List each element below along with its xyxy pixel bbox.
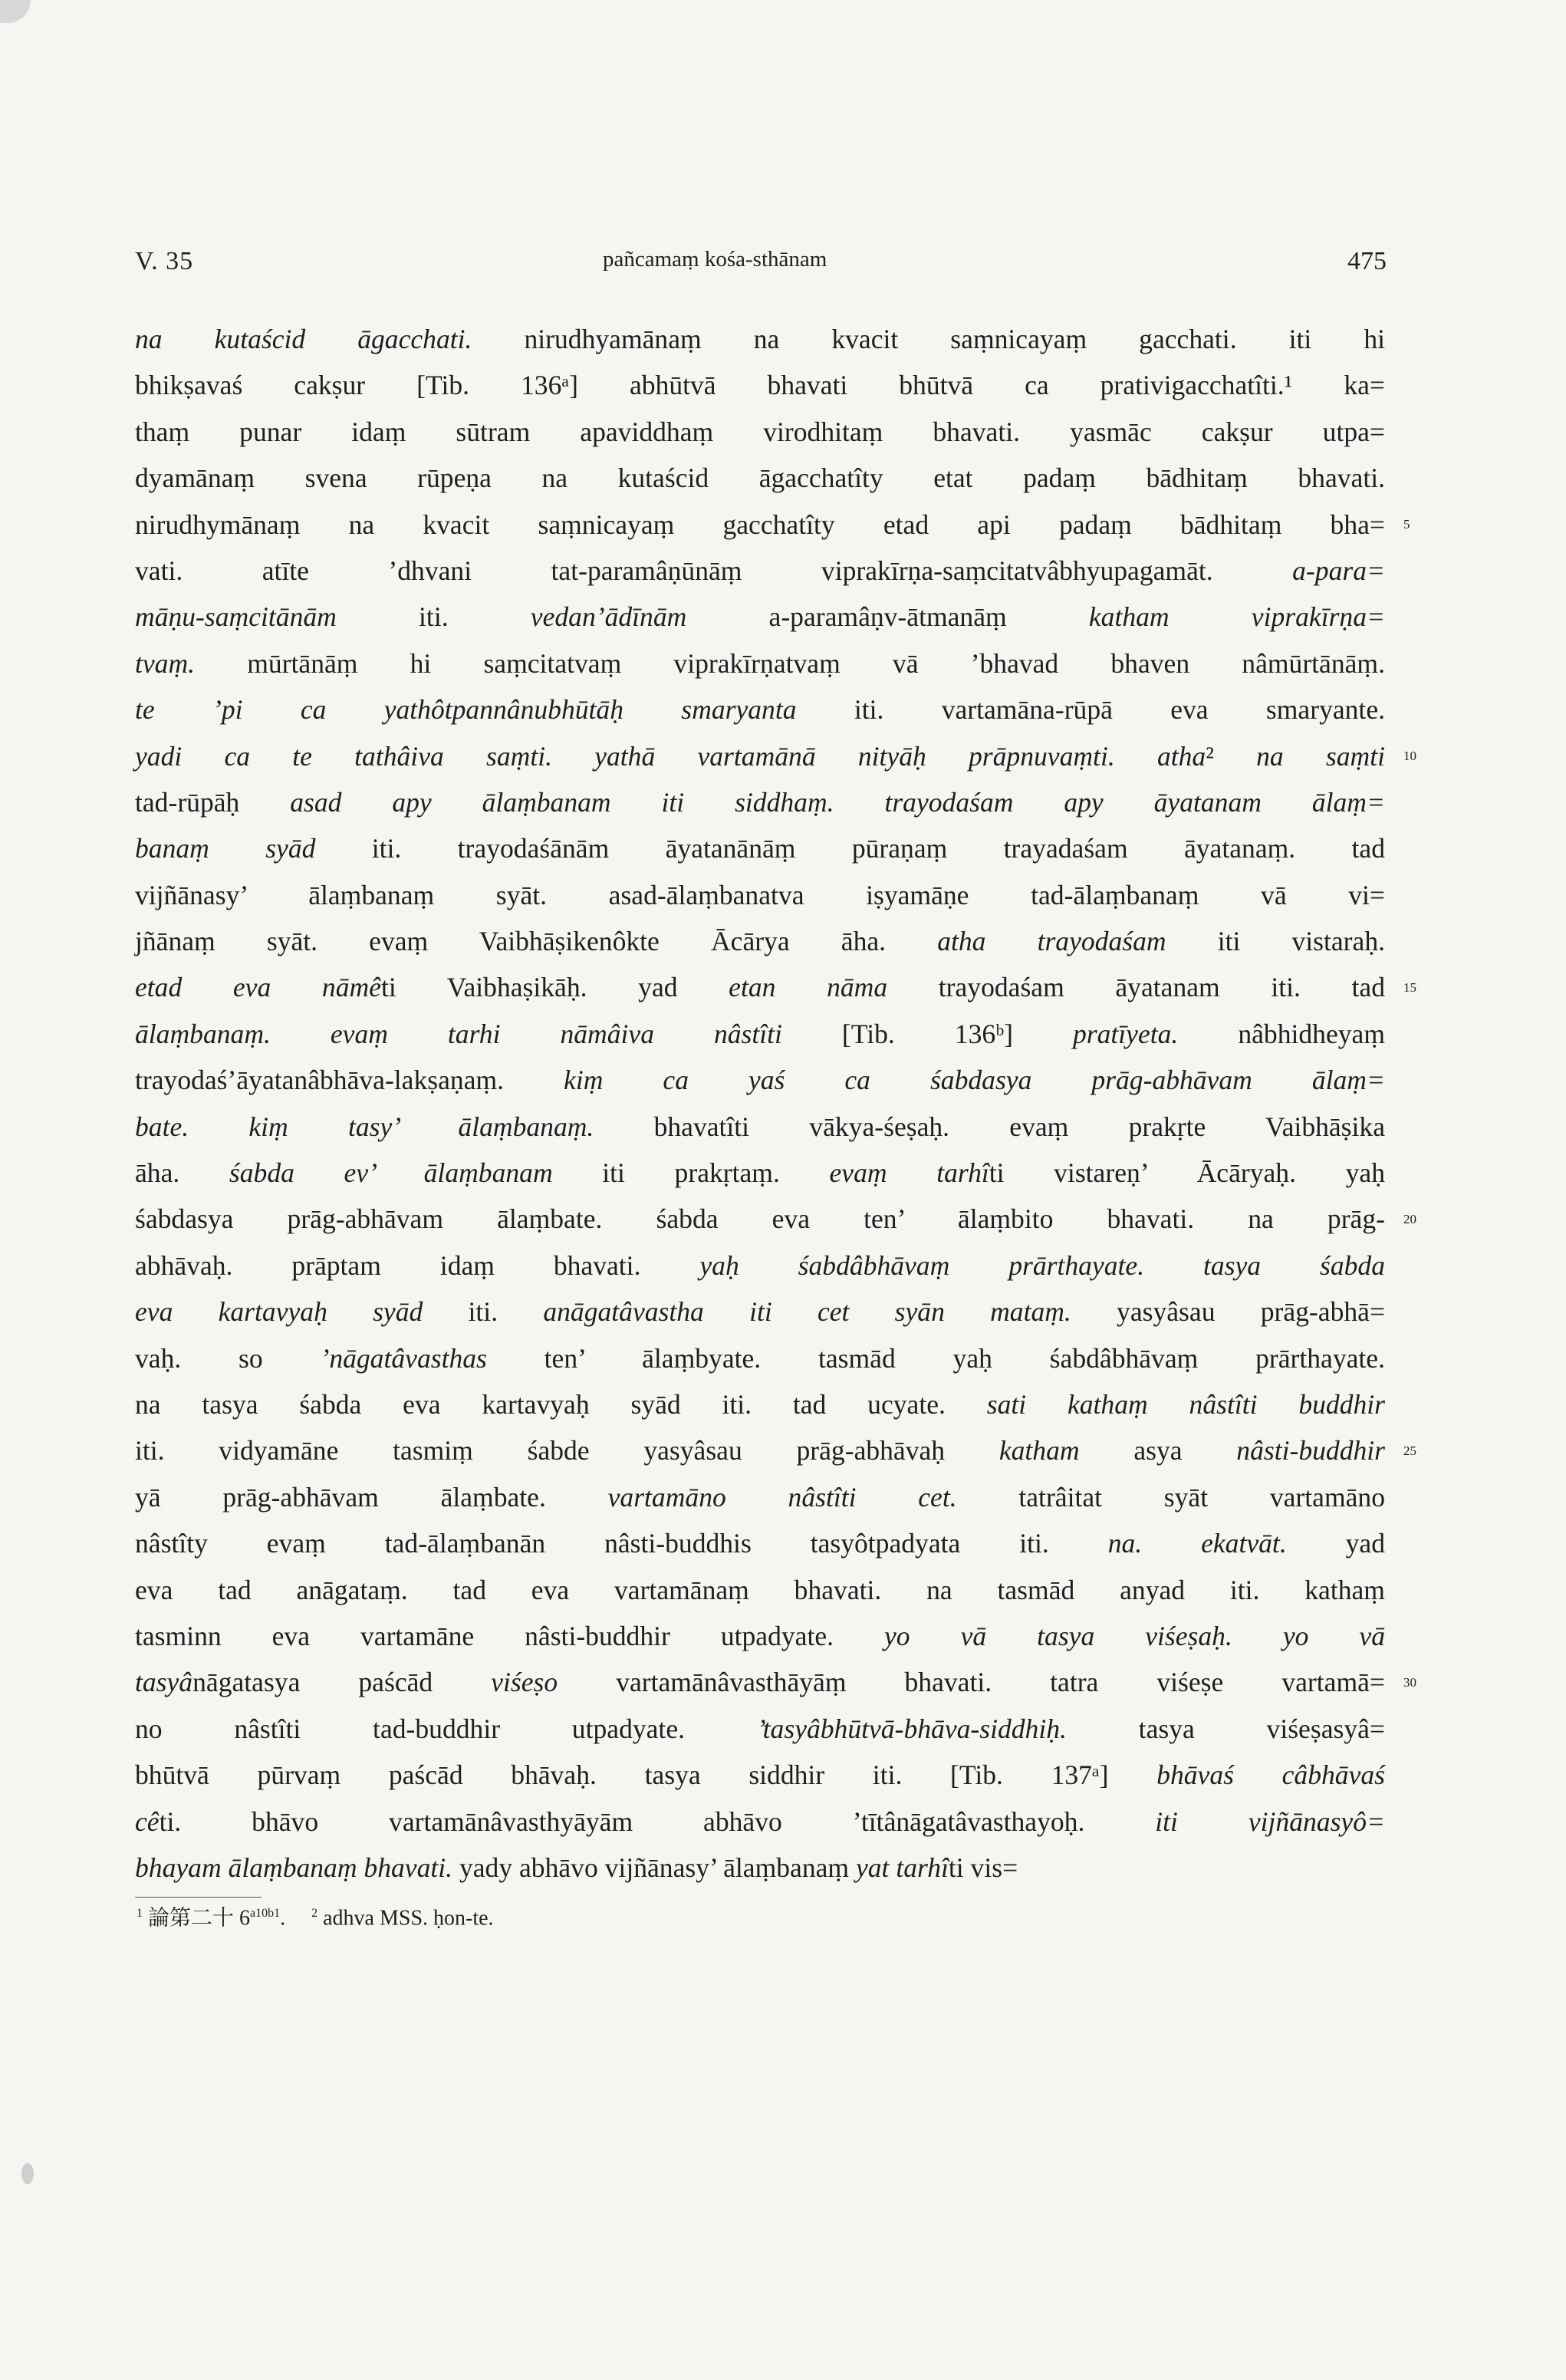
text-segment: vijñānasy’ ālaṃbanaṃ syāt. asad-ālaṃbanatva iṣyamāṇe tad-ālaṃbanaṃ vā vi=	[135, 879, 1385, 910]
text-segment: nirudhymānaṃ na kvacit saṃnicayaṃ gacchatîty etad api padaṃ bādhitaṃ bha=	[135, 509, 1385, 540]
text-segment: asya	[1079, 1435, 1237, 1467]
page-header	[135, 247, 1387, 293]
text-segment: bhūtvā pūrvaṃ paścād bhāvaḥ. tasya siddhir iti. [Tib. 137ᵃ]	[135, 1759, 1157, 1791]
text-segment: na saṃti	[1213, 740, 1385, 772]
text-segment: tasminn eva vartamāne nâsti-buddhir utpadyate.	[135, 1620, 885, 1651]
text-line	[135, 686, 1385, 732]
text-line	[135, 1752, 1385, 1798]
footnote-text: adhva MSS. ḥon-te.	[317, 1906, 494, 1931]
text-line	[135, 1799, 1385, 1845]
scan-speck	[21, 2163, 34, 2184]
text-segment: śabda ev’ ālaṃbanam	[229, 1157, 553, 1189]
text-line	[135, 1335, 1385, 1381]
text-segment: trayodaś’āyatanâbhāva-lakṣaṇaṃ.	[135, 1065, 564, 1096]
text-segment: tasya viśeṣasyâ=	[1066, 1713, 1385, 1744]
text-segment: thaṃ punar idaṃ sūtram apaviddhaṃ virodhitaṃ bhavati. yasmāc cakṣur utpa=	[135, 416, 1385, 447]
text-segment: a-paramâṇv-ātmanāṃ	[686, 601, 1089, 633]
text-segment: pratīyeta.	[1072, 1018, 1179, 1049]
line-number: 10	[1403, 748, 1416, 763]
text-line	[135, 1011, 1385, 1057]
text-segment: nāgatasya paścād	[192, 1667, 492, 1698]
text-segment: cê	[135, 1806, 160, 1837]
text-segment: nâbhidheyaṃ	[1178, 1018, 1385, 1049]
footnote-rule	[135, 1897, 262, 1898]
text-segment: asad apy ālaṃbanam iti siddhaṃ. trayodaśam apy āyatanam ālaṃ=	[290, 786, 1386, 818]
text-segment: yasyâsau prāg-abhā=	[1071, 1296, 1386, 1328]
text-segment: dyamānaṃ svena rūpeṇa na kutaścid āgacchatîty etat padaṃ bādhitaṃ bhavati.	[135, 463, 1385, 494]
text-segment: a-para=	[1292, 555, 1385, 586]
text-line	[135, 455, 1385, 501]
text-segment: yad	[1286, 1528, 1386, 1559]
line-number: 25	[1403, 1443, 1416, 1458]
text-line	[135, 1567, 1385, 1613]
line-number: 30	[1403, 1674, 1416, 1690]
text-segment: yā prāg-abhāvam ālaṃbate.	[135, 1481, 608, 1513]
text-segment: katham	[998, 1435, 1080, 1467]
text-segment: katham viprakīrṇa=	[1088, 601, 1386, 633]
text-segment: tatrâitat syāt vartamāno	[956, 1481, 1385, 1513]
footnote-mark: 1	[137, 1907, 143, 1921]
text-line	[135, 964, 1385, 1010]
text-segment: tasyâ	[135, 1667, 193, 1698]
text-segment: te ’pi ca yathôtpannânubhūtāḥ smaryanta	[135, 694, 797, 726]
text-line	[135, 1196, 1385, 1242]
text-segment: iti. vidyamāne tasmiṃ śabde yasyâsau prāg-abhāvaḥ	[135, 1435, 999, 1467]
text-segment: śabdasya prāg-abhāvam ālaṃbate. śabda eva ten’ ālaṃbito bhavati. na prāg-	[135, 1203, 1385, 1235]
text-line	[135, 1706, 1385, 1752]
text-segment: ’nāgatâvasthas	[320, 1342, 487, 1374]
text-line	[135, 1520, 1385, 1566]
text-segment: iti vijñānasyô=	[1155, 1806, 1386, 1837]
text-segment: ti Vaibhaṣikāḥ. yad	[380, 972, 729, 1003]
text-line	[135, 733, 1385, 779]
footnote-superscript: a10b1	[250, 1907, 281, 1921]
text-line	[135, 918, 1385, 964]
text-segment: eva tad anāgataṃ. tad eva vartamānaṃ bhavati. na tasmād anyad iti. kathaṃ	[135, 1574, 1385, 1605]
text-line	[135, 825, 1385, 871]
text-segment: yaḥ śabdâbhāvaṃ prārthayate. tasya śabda	[699, 1249, 1385, 1281]
text-line	[135, 1474, 1385, 1520]
text-segment: iti vistaraḥ.	[1166, 926, 1385, 957]
text-segment: māṇu-saṃcitānām	[135, 601, 337, 633]
text-segment: iti.	[423, 1296, 544, 1328]
text-segment: yady abhāvo vijñānasy’ ālaṃbanaṃ	[452, 1852, 856, 1883]
text-segment: vartamānâvasthāyāṃ bhavati. tatra viśeṣe vartamā=	[558, 1667, 1385, 1698]
footnote-punct: .	[280, 1906, 286, 1931]
text-segment: [Tib. 136ᵇ]	[781, 1018, 1073, 1049]
text-segment: na tasya śabda eva kartavyaḥ syād iti. tad ucyate.	[135, 1388, 987, 1420]
text-segment: viśeṣo	[491, 1667, 558, 1698]
text-segment: yat tarhî	[855, 1852, 949, 1883]
text-segment: iti.	[336, 601, 531, 633]
text-line	[135, 779, 1385, 825]
text-line	[135, 316, 1385, 362]
text-segment: anāgatâvastha iti cet syān mataṃ.	[543, 1296, 1071, 1328]
text-line	[135, 1243, 1385, 1289]
text-line	[135, 362, 1385, 408]
text-segment: ti. bhāvo vartamānâvasthyāyām abhāvo ’tītânāgatâvasthayoḥ.	[159, 1806, 1156, 1837]
text-segment: yo vā tasya viśeṣaḥ. yo vā	[884, 1620, 1385, 1651]
text-segment: vati. atīte ’dhvani tat-paramâṇūnāṃ viprakīrṇa-saṃcitatvâbhyupagamāt.	[135, 555, 1293, 586]
footnote-text: 論第二十 6	[143, 1906, 251, 1931]
text-segment: na kutaścid āgacchati.	[135, 324, 472, 354]
text-segment: bate. kiṃ tasy’ ālaṃbanaṃ.	[135, 1111, 594, 1142]
text-segment: etan nāma	[729, 972, 888, 1003]
text-line	[135, 1659, 1385, 1705]
text-segment: vedan’ādīnām	[530, 601, 687, 633]
text-segment: nirudhyamānaṃ na kvacit saṃnicayaṃ gacchati. iti hi	[472, 324, 1385, 354]
page-number: 475	[1347, 247, 1387, 275]
text-line	[135, 548, 1385, 594]
text-segment: tvaṃ.	[135, 647, 196, 679]
text-segment: bhikṣavaś cakṣur [Tib. 136ᵃ] abhūtvā bhavati bhūtvā ca prativigacchatîti.¹ ka=	[135, 370, 1385, 401]
text-segment: kiṃ ca yaś ca śabdasya prāg-abhāvam ālaṃ=	[564, 1065, 1386, 1096]
text-segment: atha trayodaśam	[937, 926, 1166, 957]
text-segment: bhāvaś câbhāvaś	[1156, 1759, 1385, 1791]
text-segment: yadi ca te tathâiva saṃti. yathā vartamānā nityāḥ prāpnuvaṃti. atha	[135, 740, 1206, 772]
text-segment: sati kathaṃ nâstîti buddhir	[986, 1388, 1385, 1420]
text-segment: banaṃ syād	[135, 833, 316, 864]
text-segment: etad eva nāmê	[135, 972, 381, 1003]
text-line	[135, 1613, 1385, 1659]
footnote-mark: 2	[311, 1907, 318, 1921]
text-segment: ti vis=	[948, 1852, 1018, 1883]
text-segment: tad-rūpāḥ	[135, 786, 291, 818]
text-line	[135, 1289, 1385, 1335]
text-segment: iti. trayodaśānām āyatanānāṃ pūraṇaṃ trayadaśam āyatanaṃ. tad	[315, 833, 1385, 864]
body-text	[135, 316, 1385, 1891]
text-line	[135, 1104, 1385, 1150]
text-line	[135, 640, 1385, 686]
text-segment: mūrtānāṃ hi saṃcitatvaṃ viprakīrṇatvaṃ vā ’bhavad bhaven nâmūrtānāṃ.	[195, 647, 1385, 679]
text-segment: eva kartavyaḥ syād	[135, 1296, 423, 1328]
text-line	[135, 1845, 1385, 1891]
text-line	[135, 502, 1385, 548]
text-segment: vaḥ. so	[135, 1342, 321, 1374]
text-segment: bhayam ālaṃbanaṃ bhavati.	[135, 1852, 453, 1883]
text-segment: ālaṃbanaṃ. evaṃ tarhi nāmâiva nâstîti	[135, 1018, 782, 1049]
text-line	[135, 872, 1385, 918]
text-line	[135, 1150, 1385, 1196]
text-segment: na. ekatvāt.	[1107, 1528, 1287, 1559]
text-line	[135, 409, 1385, 455]
text-segment: trayodaśam āyatanam iti. tad	[887, 972, 1385, 1003]
text-segment: abhāvaḥ. prāptam idaṃ bhavati.	[135, 1249, 700, 1281]
text-line	[135, 594, 1385, 640]
text-line	[135, 1427, 1385, 1473]
line-number: 15	[1403, 979, 1416, 995]
text-segment: nâsti-buddhir	[1236, 1435, 1385, 1467]
section-number: V. 35	[135, 247, 194, 275]
text-segment: vartamāno nâstîti cet.	[607, 1481, 957, 1513]
text-segment: evaṃ tarhî	[829, 1157, 989, 1189]
text-segment: ’tasyâbhūtvā-bhāva-siddhiḥ.	[756, 1713, 1067, 1744]
footnotes	[137, 1898, 520, 1934]
text-segment: bhavatîti vākya-śeṣaḥ. evaṃ prakṛte Vaibhāṣika	[594, 1111, 1385, 1142]
footnote	[137, 1898, 285, 1934]
text-segment: jñānaṃ syāt. evaṃ Vaibhāṣikenôkte Ācārya āha.	[135, 926, 938, 957]
footnote	[311, 1898, 493, 1934]
text-line	[135, 1057, 1385, 1103]
text-segment: ti vistareṇ’ Ācāryaḥ. yaḥ	[989, 1157, 1385, 1189]
text-segment: ²	[1206, 740, 1214, 772]
running-title: pañcamaṃ kośa-sthānam	[603, 247, 827, 272]
text-segment: ten’ ālaṃbyate. tasmād yaḥ śabdâbhāvaṃ prārthayate.	[486, 1342, 1385, 1374]
text-segment: iti. vartamāna-rūpā eva smaryante.	[796, 694, 1386, 726]
text-line	[135, 1381, 1385, 1427]
text-segment: no nâstîti tad-buddhir utpadyate.	[135, 1713, 757, 1744]
scan-speck	[0, 0, 31, 23]
text-segment: iti prakṛtaṃ.	[552, 1157, 830, 1189]
text-segment: nâstîty evaṃ tad-ālaṃbanān nâsti-buddhis tasyôtpadyata iti.	[135, 1528, 1108, 1559]
text-segment: āha.	[135, 1157, 229, 1189]
line-number: 5	[1403, 516, 1410, 532]
line-number: 20	[1403, 1211, 1416, 1226]
